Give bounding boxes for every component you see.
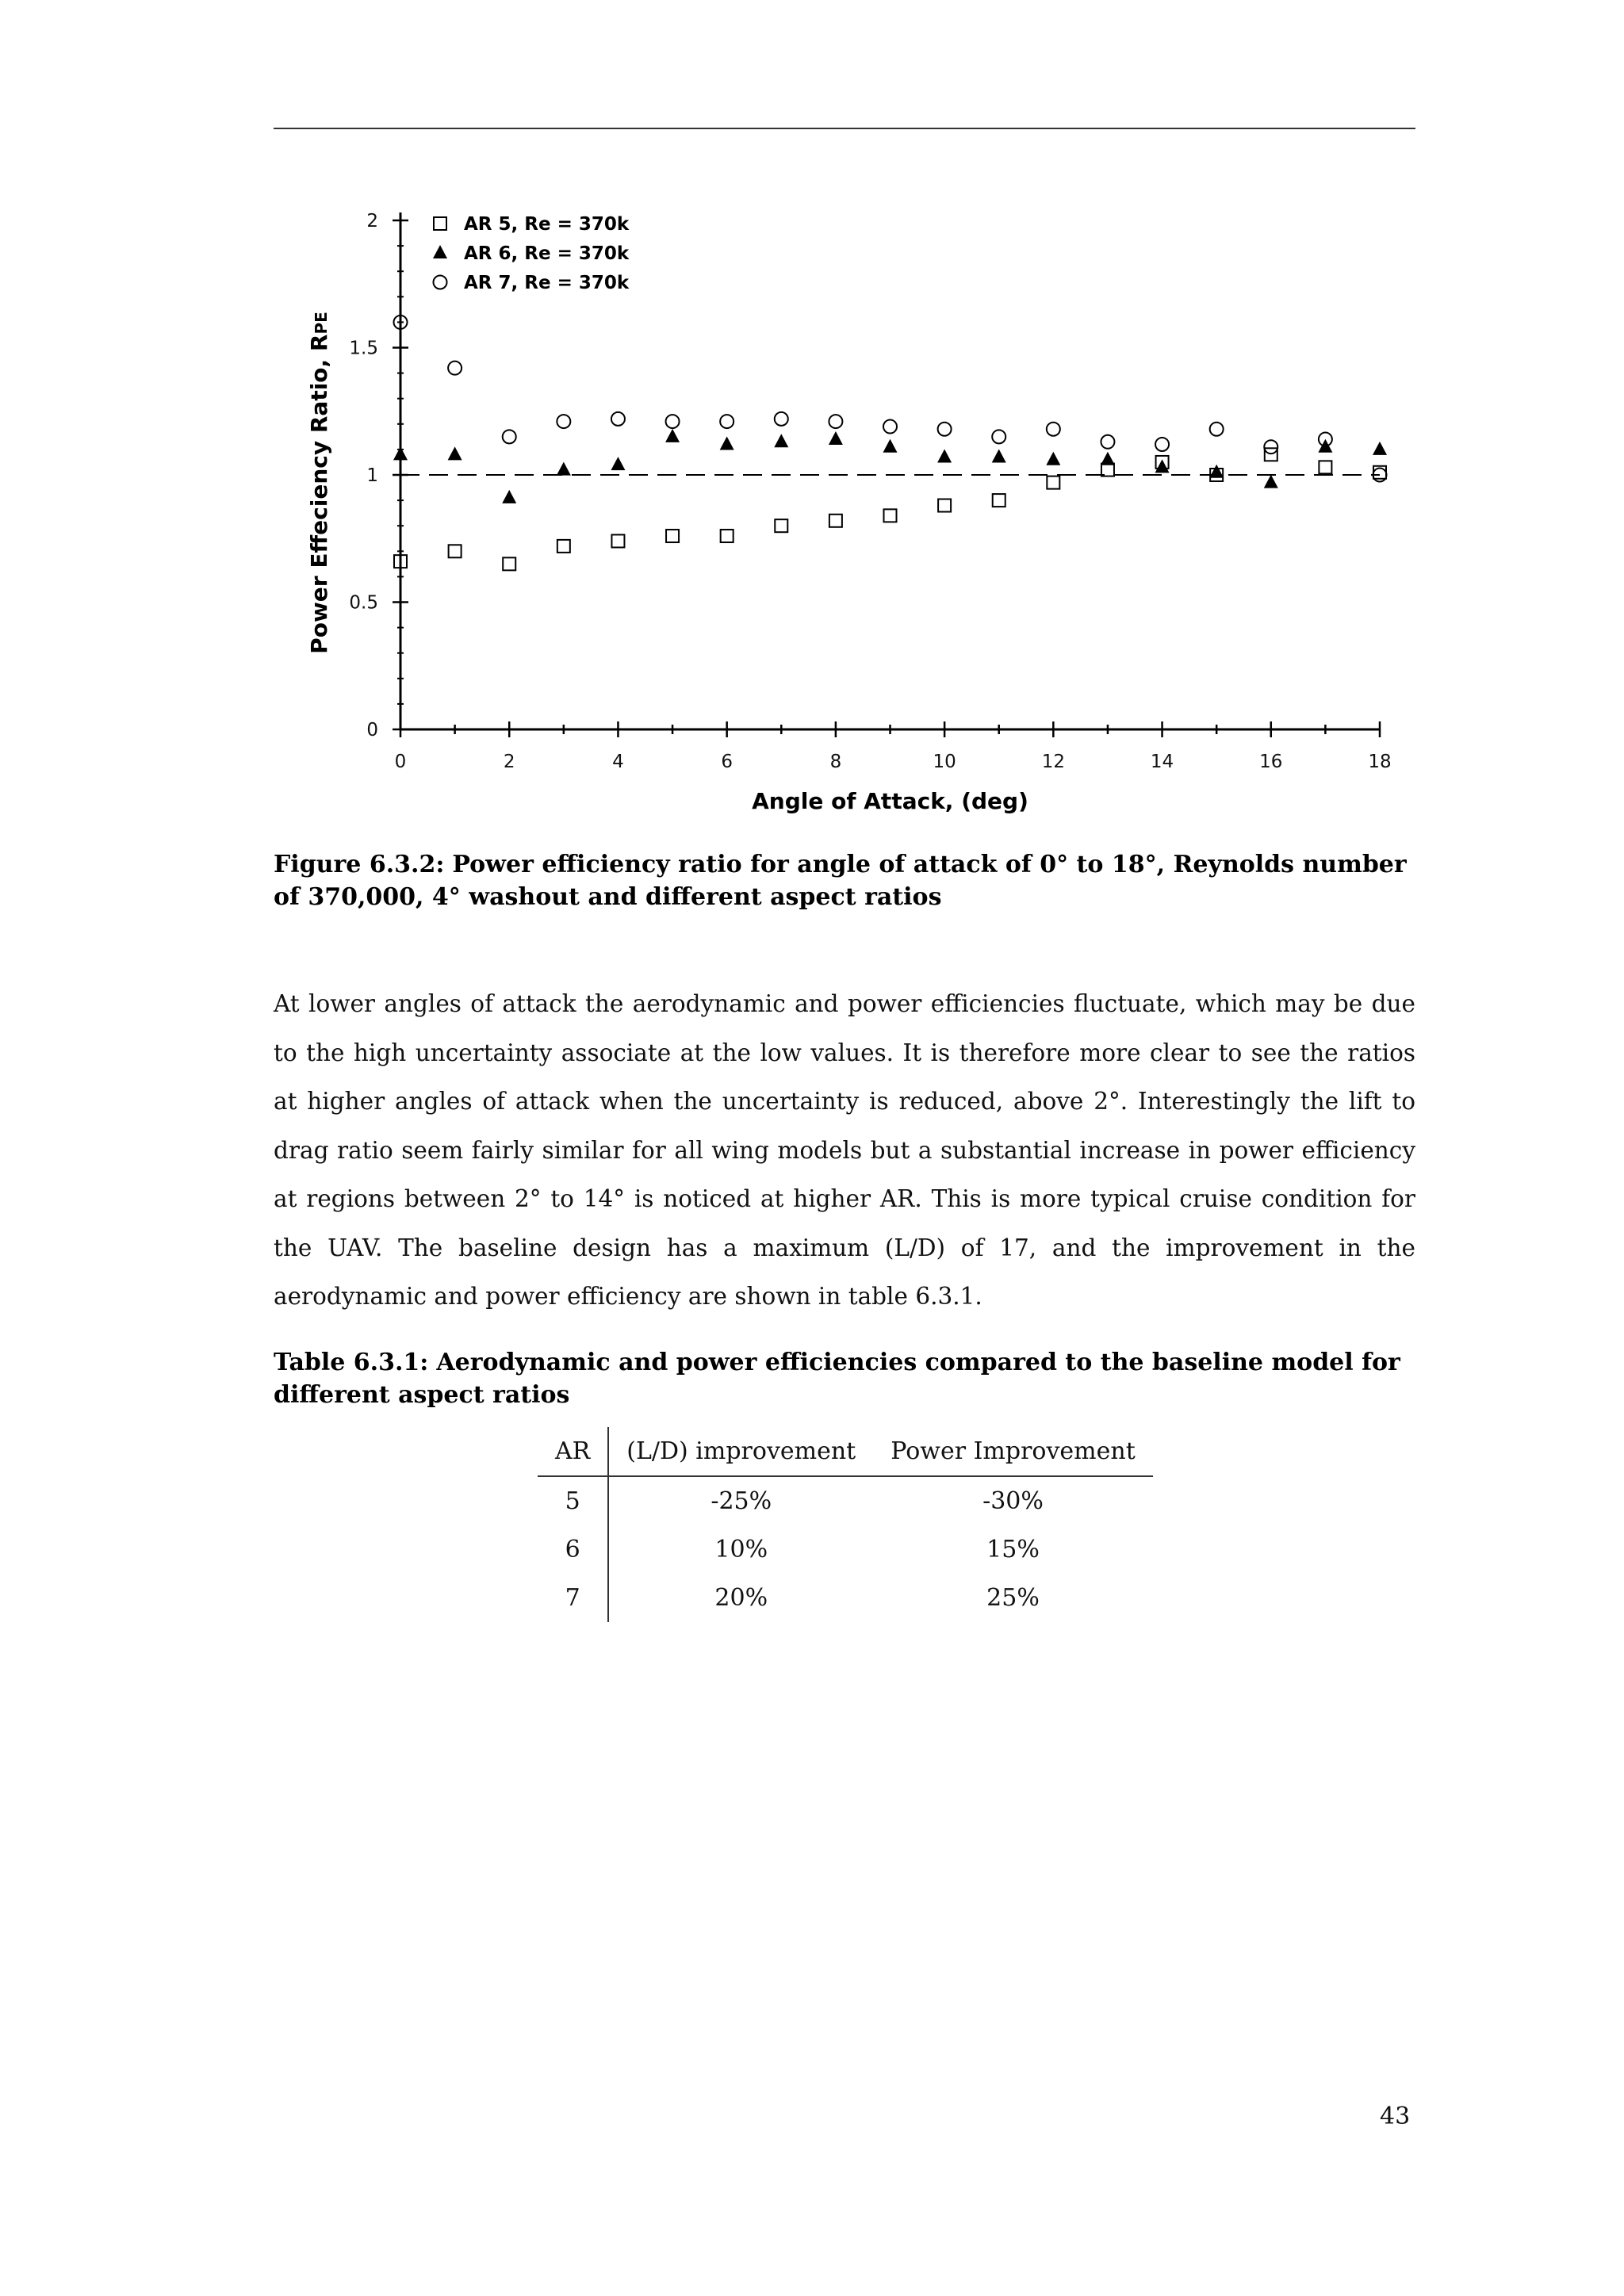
figure-caption xyxy=(274,848,1415,913)
data-point-triangle xyxy=(883,439,898,453)
data-point-triangle xyxy=(611,457,625,470)
x-tick-label: 16 xyxy=(1259,752,1283,772)
data-point-triangle xyxy=(448,446,462,460)
data-point-square xyxy=(884,509,897,522)
cell-ar: 7 xyxy=(538,1574,608,1622)
cell-power: -30% xyxy=(982,1487,1044,1515)
cell-ld: 10% xyxy=(714,1536,768,1563)
data-point-circle xyxy=(557,415,570,428)
figure-label: Figure 6.3.2: xyxy=(274,851,445,878)
data-point-triangle xyxy=(1264,475,1278,488)
data-point-square xyxy=(557,540,570,553)
data-point-square xyxy=(449,545,462,557)
legend-marker-square xyxy=(434,217,446,230)
data-point-triangle xyxy=(557,462,571,476)
data-point-square xyxy=(1265,448,1277,461)
page-number: 43 xyxy=(1380,2103,1411,2130)
x-tick-label: 0 xyxy=(394,752,407,772)
data-point-circle xyxy=(448,362,462,375)
table-row xyxy=(538,1476,1153,1525)
data-point-circle xyxy=(992,430,1005,443)
data-point-triangle xyxy=(1373,442,1387,455)
data-point-triangle xyxy=(393,446,408,460)
y-tick-label: 0 xyxy=(366,720,378,740)
data-point-circle xyxy=(1155,438,1169,451)
x-tick-label: 10 xyxy=(933,752,956,772)
x-tick-label: 6 xyxy=(721,752,733,772)
data-point-circle xyxy=(611,412,625,426)
data-point-circle xyxy=(1101,435,1114,449)
x-tick-label: 18 xyxy=(1368,752,1392,772)
x-tick-label: 8 xyxy=(829,752,842,772)
data-point-square xyxy=(721,530,733,542)
data-point-triangle xyxy=(502,490,516,503)
data-point-triangle xyxy=(774,434,788,447)
data-point-square xyxy=(611,534,624,547)
data-point-square xyxy=(1319,461,1331,473)
data-point-square xyxy=(503,557,515,570)
data-point-circle xyxy=(1264,440,1277,453)
table-caption xyxy=(274,1346,1415,1411)
table-header-row xyxy=(538,1427,1153,1476)
table-row xyxy=(538,1525,1153,1574)
cell-power: 25% xyxy=(986,1584,1040,1612)
data-point-triangle xyxy=(937,450,952,463)
data-point-square xyxy=(829,515,842,527)
header-rule xyxy=(274,128,1415,129)
chart-svg xyxy=(301,198,1396,825)
y-tick-label: 1.5 xyxy=(349,338,378,359)
data-point-circle xyxy=(666,415,680,428)
data-point-triangle xyxy=(1155,459,1170,473)
table-label: Table 6.3.1: xyxy=(274,1349,429,1376)
paragraph-text: At lower angles of attack the aerodynamic and power efficiencies fluctuate, which may be due to the high uncertainty associate at the low values. It is therefore more clear to see the ratios at higher angles of attack when the uncertainty is reduced, above 2°. Interestingly the lift to drag ratio seem fairly similar for all wing models but a substantial increase in power efficiency at regions between 2° to 14° is noticed at higher AR. This is more typical cruise condition for the UAV. The baseline design has a maximum (L/D) of 17, and the improvement in the aerodynamic and power efficiency are shown in table 6.3.1. xyxy=(274,990,1415,1310)
data-point-triangle xyxy=(992,450,1006,463)
data-point-circle xyxy=(503,430,516,443)
legend-marker-triangle xyxy=(433,245,447,258)
data-point-triangle xyxy=(829,431,843,445)
cell-ld: -25% xyxy=(710,1487,772,1515)
cell-ar: 5 xyxy=(538,1476,608,1525)
y-axis-title-main: Power Effeciency Ratio, R xyxy=(306,334,332,654)
legend-label: AR 7, Re = 370k xyxy=(464,273,630,293)
table-caption-text: Aerodynamic and power efficiencies compared to the baseline model for different aspect ratios xyxy=(274,1349,1400,1409)
data-point-triangle xyxy=(1046,452,1060,465)
y-axis-title-subscript: PE xyxy=(312,312,331,335)
x-axis-title: Angle of Attack, (deg) xyxy=(752,788,1028,814)
data-point-triangle xyxy=(665,429,680,442)
y-tick-label: 0.5 xyxy=(349,592,378,614)
data-point-square xyxy=(993,494,1005,507)
y-tick-label: 2 xyxy=(366,211,378,232)
power-efficiency-chart xyxy=(301,198,1396,825)
data-point-triangle xyxy=(1209,465,1224,478)
col-header-ld: (L/D) improvement xyxy=(608,1427,873,1476)
col-header-ar: AR xyxy=(538,1427,608,1476)
body-paragraph xyxy=(274,980,1415,1322)
data-point-square xyxy=(775,519,787,532)
cell-power: 15% xyxy=(986,1536,1040,1563)
legend-label: AR 6, Re = 370k xyxy=(464,243,630,264)
data-point-circle xyxy=(829,415,842,428)
data-point-triangle xyxy=(1101,452,1115,465)
data-point-square xyxy=(1047,476,1059,489)
data-point-circle xyxy=(775,412,788,426)
data-point-circle xyxy=(720,415,733,428)
x-tick-label: 12 xyxy=(1041,752,1065,772)
data-point-triangle xyxy=(720,436,734,450)
y-axis-title xyxy=(306,312,332,654)
cell-ld: 20% xyxy=(714,1584,768,1612)
legend-label: AR 5, Re = 370k xyxy=(464,214,630,235)
x-tick-label: 14 xyxy=(1150,752,1174,772)
x-tick-label: 2 xyxy=(503,752,515,772)
data-point-circle xyxy=(1210,423,1224,436)
data-point-square xyxy=(666,530,679,542)
table-row xyxy=(538,1574,1153,1622)
col-header-power: Power Improvement xyxy=(873,1427,1153,1476)
data-point-square xyxy=(938,499,951,512)
figure-caption-text: Power efficiency ratio for angle of attack of 0° to 18°, Reynolds number of 370,000, 4° washout and different aspect ratios xyxy=(274,851,1407,911)
data-point-circle xyxy=(883,420,897,434)
improvement-table xyxy=(538,1427,1153,1622)
x-tick-label: 4 xyxy=(612,752,624,772)
cell-ar: 6 xyxy=(538,1525,608,1574)
data-point-circle xyxy=(938,423,952,436)
data-point-circle xyxy=(1047,423,1060,436)
y-tick-label: 1 xyxy=(366,465,378,486)
legend-marker-circle xyxy=(434,276,447,289)
